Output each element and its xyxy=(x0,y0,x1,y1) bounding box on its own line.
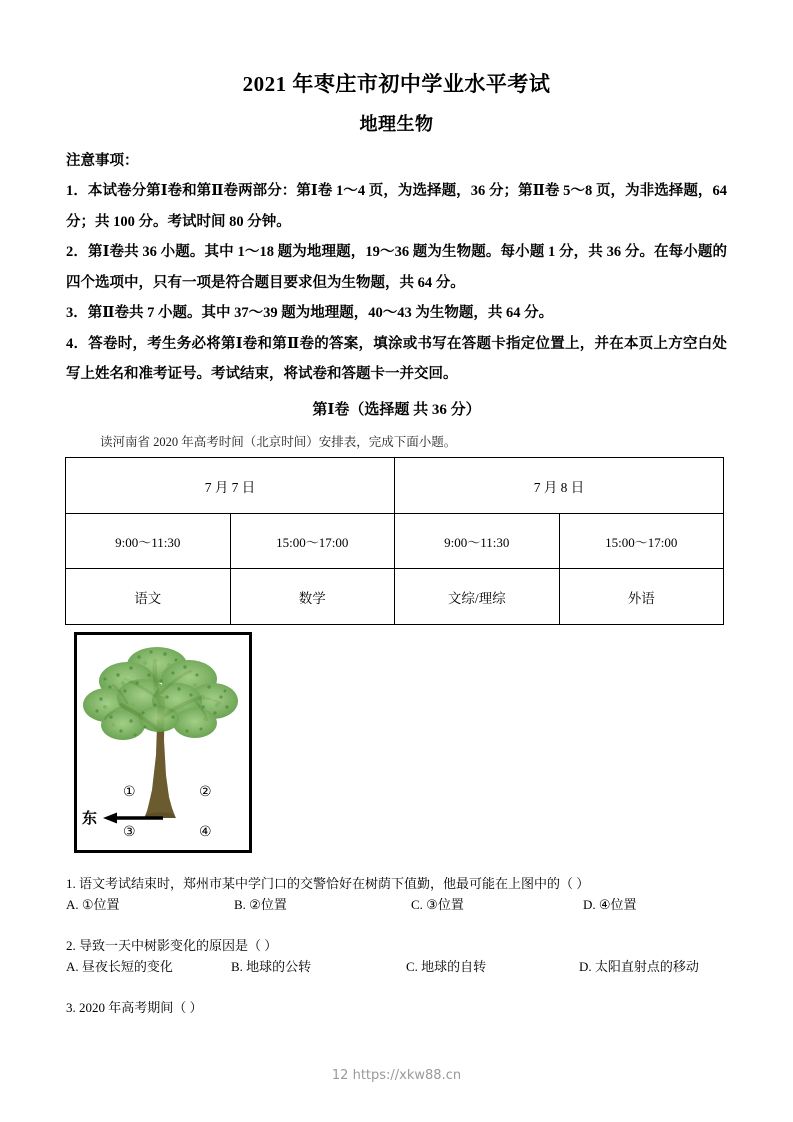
question-2-stem: 2. 导致一天中树影变化的原因是（ ） xyxy=(66,938,278,953)
section-heading: 第Ⅰ卷（选择题 共 36 分） xyxy=(312,402,481,418)
question-1-option-a[interactable]: A. ①位置 xyxy=(66,897,120,912)
table-cell-time-2: 15:00～17:00 xyxy=(230,514,395,569)
page-title: 2021 年枣庄市初中学业水平考试 xyxy=(242,72,551,96)
east-direction-label: 东 xyxy=(82,811,98,827)
west-pointing-arrow-icon xyxy=(103,811,165,823)
question-3 xyxy=(66,998,731,1018)
question-1-option-d[interactable]: D. ④位置 xyxy=(583,897,637,912)
notice-block xyxy=(66,146,727,390)
question-1-option-b[interactable]: B. ②位置 xyxy=(234,897,287,912)
exam-schedule-table xyxy=(65,457,724,625)
notice-heading: 注意事项： xyxy=(66,153,139,169)
notice-item-2: 2．第Ⅰ卷共 36 小题。其中 1～18 题为地理题，19～36 题为生物题。每小题 1 分，共 36 分。在每小题的四个选项中，只有一项是符合题目要求但为生物题，共 64 分。 xyxy=(66,244,727,291)
tree-figure-inner xyxy=(77,635,249,850)
question-2-options xyxy=(66,956,731,978)
table-cell-subject-3: 文综/理综 xyxy=(395,569,560,625)
table-row-subjects xyxy=(66,569,724,625)
page-watermark: 12 https://xkw88.cn xyxy=(331,1068,462,1083)
notice-item-1: 1．本试卷分第Ⅰ卷和第Ⅱ卷两部分：第Ⅰ卷 1～4 页，为选择题，36 分；第Ⅱ卷 5～8 页，为非选择题，64 分；共 100 分。考试时间 80 分钟。 xyxy=(66,183,727,230)
question-2-option-a[interactable]: A. 昼夜长短的变化 xyxy=(66,959,173,974)
material-caption: 读河南省 2020 年高考时间（北京时间）安排表，完成下面小题。 xyxy=(100,435,457,449)
question-1 xyxy=(66,874,731,916)
page-subtitle: 地理生物 xyxy=(359,114,434,134)
table-cell-subject-2: 数学 xyxy=(230,569,395,625)
question-1-options xyxy=(66,894,731,916)
figure-marker-2: ② xyxy=(199,784,212,800)
table-cell-subject-1: 语文 xyxy=(66,569,231,625)
table-cell-time-3: 9:00～11:30 xyxy=(395,514,560,569)
question-2-option-c[interactable]: C. 地球的自转 xyxy=(406,959,487,974)
notice-item-3: 3．第Ⅱ卷共 7 小题。其中 37～39 题为地理题，40～43 为生物题，共 64 分。 xyxy=(66,305,554,321)
table-row-times xyxy=(66,514,724,569)
table-cell-date-2: 7 月 8 日 xyxy=(395,458,724,514)
question-2-option-d[interactable]: D. 太阳直射点的移动 xyxy=(579,959,699,974)
figure-marker-4: ④ xyxy=(199,824,212,840)
notice-item-4: 4．答卷时，考生务必将第Ⅰ卷和第Ⅱ卷的答案，填涂或书写在答题卡指定位置上，并在本页上方空白处写上姓名和准考证号。考试结束，将试卷和答题卡一并交回。 xyxy=(66,335,727,382)
table-cell-subject-4: 外语 xyxy=(559,569,724,625)
tree-figure xyxy=(74,632,252,853)
question-2-option-b[interactable]: B. 地球的公转 xyxy=(231,959,312,974)
question-1-option-c[interactable]: C. ③位置 xyxy=(411,897,464,912)
figure-marker-3: ③ xyxy=(123,824,136,840)
table-cell-date-1: 7 月 7 日 xyxy=(66,458,395,514)
table-cell-time-4: 15:00～17:00 xyxy=(559,514,724,569)
table-row-dates xyxy=(66,458,724,514)
question-3-stem: 3. 2020 年高考期间（ ） xyxy=(66,1000,203,1015)
question-1-stem: 1. 语文考试结束时，郑州市某中学门口的交警恰好在树荫下值勤，他最可能在上图中的（ ） xyxy=(66,876,590,891)
table-cell-time-1: 9:00～11:30 xyxy=(66,514,231,569)
question-2 xyxy=(66,936,731,978)
figure-marker-1: ① xyxy=(123,784,136,800)
